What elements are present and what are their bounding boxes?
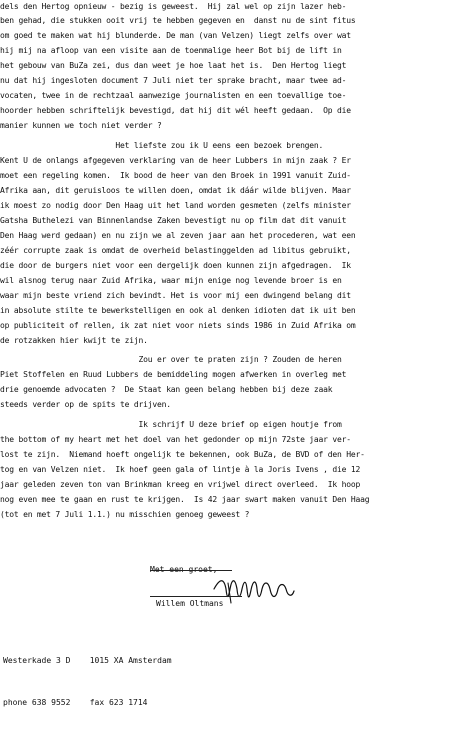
letter-line: Gatsha Buthelezi van Binnenlandse Zaken bevestigt nu op film dat dit vanuit: [0, 216, 347, 225]
address-line: Westerkade 3 D 1015 XA Amsterdam: [3, 656, 172, 665]
letter-line: Het liefste zou ik U eens een bezoek brengen.: [0, 141, 324, 150]
letter-line: die door de burgers niet voor een dergelijk doen kunnen zijn afgedragen. Ik: [0, 261, 351, 270]
letter-line: vocaten, twee in de rechtzaal aanwezige journalisten en een toevallige toe-: [0, 91, 347, 100]
letter-line: the bottom of my heart met het doel van het gedonder op mijn 72ste jaar ver-: [0, 435, 351, 444]
letter-line: moet een regeling komen. Ik bood de heer van den Broek in 1991 vanuit Zuid-: [0, 171, 351, 180]
letter-line: de rotzakken hier kwijt te zijn.: [0, 336, 148, 345]
contact-line: phone 638 9552 fax 623 1714: [3, 698, 148, 707]
signature-name: Willem Oltmans: [156, 599, 224, 608]
letter-line: manier kunnen we toch niet verder ?: [0, 121, 162, 130]
address-block: [3, 626, 172, 738]
letter-line: dels den Hertog opnieuw - bezig is geweest. Hij zal wel op zijn lazer heb-: [0, 2, 347, 11]
letter-line: nog even mee te gaan en rust te krijgen. Is 42 jaar swart maken vanuit Den Haag: [0, 495, 370, 504]
letter-line: wil alsnog terug naar Zuid Afrika, waar mijn enige nog levende broer is en: [0, 276, 342, 285]
letter-line: ben gehad, die stukken ooit vrij te hebben gegeven en danst nu de sint fitus: [0, 16, 356, 25]
letter-line: Kent U de onlangs afgegeven verklaring van de heer Lubbers in mijn zaak ? Er: [0, 156, 351, 165]
letter-line: nu dat hij ingesloten document 7 Juli niet ter sprake bracht, maar twee ad-: [0, 76, 347, 85]
letter-line: Ik schrijf U deze brief op eigen houtje from: [0, 420, 342, 429]
letter-line: zéér corrupte zaak is omdat de overheid belastinggelden ad libitus gebruikt,: [0, 246, 351, 255]
letter-line: Piet Stoffelen en Ruud Lubbers de bemiddeling mogen afwerken in overleg met: [0, 370, 347, 379]
letter-line: om goed te maken wat hij blunderde. De man (van Velzen) liegt zelfs over wat: [0, 31, 351, 40]
letter-line: (tot en met 7 Juli 1.1.) nu misschien genoeg geweest ?: [0, 510, 250, 519]
letter-line: drie genoemde advocaten ? De Staat kan geen belang hebben bij deze zaak: [0, 385, 333, 394]
closing-strike: [150, 570, 232, 571]
signature-line: [150, 596, 242, 597]
letter-line: Den Haag werd gedaan) en nu zijn we al zeven jaar aan het procederen, wat een: [0, 231, 356, 240]
letter-line: jaar geleden zeven ton van Brinkman kreeg en vrijwel direct overleed. Ik hoop: [0, 480, 361, 489]
letter-line: Zou er over te praten zijn ? Zouden de heren: [0, 355, 342, 364]
letter-line: in absolute stilte te bewerkstelligen en ook al denken idioten dat ik uit ben: [0, 306, 356, 315]
letter-line: hij mij na afloop van een visite aan de toenmalige heer Bot bij de lift in: [0, 46, 342, 55]
letter-line: steeds verder op de spits te drijven.: [0, 400, 171, 409]
letter-line: lost te zijn. Niemand hoeft ongelijk te bekennen, ook BuZa, de BVD of den Her-: [0, 450, 365, 459]
letter-line: Afrika aan, dit geruisloos te willen doen, omdat ik dáár wilde blijven. Maar: [0, 186, 351, 195]
letter-line: het gebouw van BuZa zei, dus dan weet je hoe laat het is. Den Hertog liegt: [0, 61, 347, 70]
letter-line: waar mijn beste vriend zich bevindt. Het is voor mij een dwingend belang dit: [0, 291, 351, 300]
letter-line: hoorder hebben schriftelijk bevestigd, dat hij dit wél heeft gedaan. Op die: [0, 106, 351, 115]
letter-line: op publiciteit of rellen, ik zat niet voor niets sinds 1986 in Zuid Afrika om: [0, 321, 356, 330]
letter-line: tog en van Velzen niet. Ik hoef geen gala of lintje à la Joris Ivens , die 12: [0, 465, 361, 474]
letter-line: ik moest zo nodig door Den Haag uit het land worden gesmeten (zelfs minister: [0, 201, 351, 210]
